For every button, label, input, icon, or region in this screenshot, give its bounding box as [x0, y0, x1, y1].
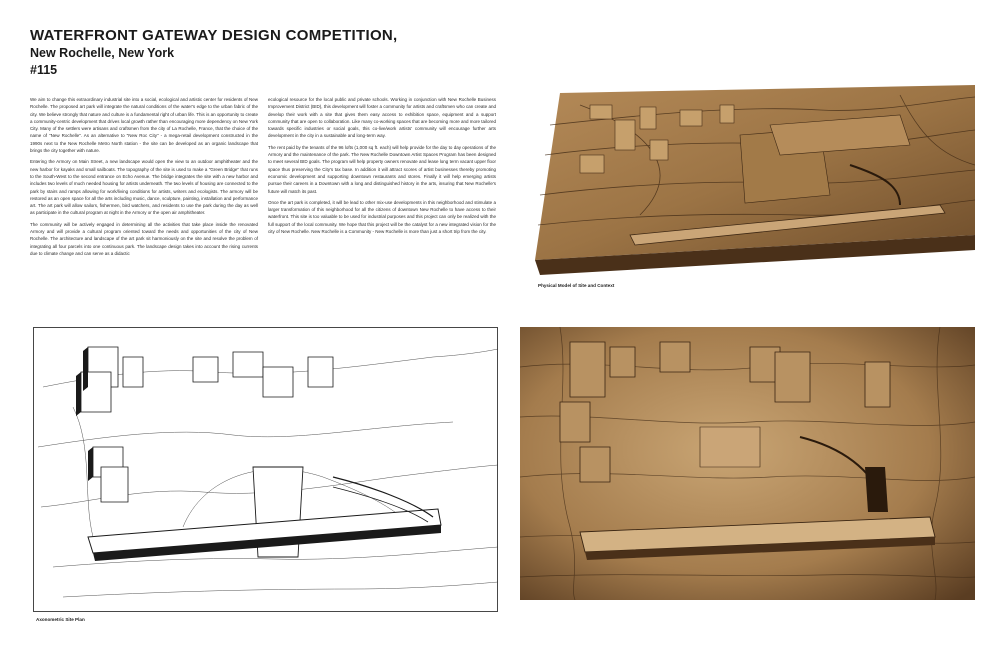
body-paragraph: The rent paid by the tenants of the 96 lofts (1,000 sq ft. each) will help provide for the day to day operations of the Armory and the maintenance of the park. The New Rochelle Downtown Artist Spaces Program has been designed to meet several BID goals. The program will help property owners renovate and lease long term vacant upper floor space thus preserving the City's tax base. In addition it will attract scores of artist businesses thereby promoting economic development and supporting downtown restaurants and stores. Finally it will help emerging artists pursue their careers in a Downtown with a long and distinguished history in the arts, insuring that New Rochelle's future will match its past. [268, 144, 496, 194]
body-paragraph: Once the art park is completed, it will be lead to other mix-use developments in this neighborhood and stimulate a larger transformation of this neighborhood for all the citizens of downtown New Rochelle to have access to their waterfront. This site is too valuable to be used for industrial purposes and this project can only be realized with the full support of the local community. We hope that this project will be the catalyst for a new integrated vision for the city of New Rochelle. New Rochelle is a Community - New Rochelle is more than just a short trip from the city. [268, 199, 496, 235]
body-paragraph: We aim to change this extraordinary industrial site into a social, ecological and artistic center for residents of New Rochelle. The proposed art park will integrate the natural conditions of the water's edge to the urban fabric of the city. We believe strongly that nature and culture is a fundamental right of urban life. This is an opportunity to create a community-centric development that drives local growth rather than encouraging more dependency on New York City. Many of the settlers were artisans and craftsmen from the city of La Rochelle, France, that the choice of the name of "New Rochelle". As an alternative to "New Roc City" - a mega-retail development constructed in the 1990s next to the New Rochelle Metro North station - the site can be developed as an organic landscape that brings the city together with nature. [30, 97, 258, 154]
body-text-right-column [268, 96, 496, 239]
caption-site-plan: Axonometric Site Plan [36, 617, 85, 622]
physical-model-photo [520, 85, 975, 275]
page-title: WATERFRONT GATEWAY DESIGN COMPETITION, [30, 27, 398, 44]
model-top-view-photo [520, 327, 975, 600]
body-paragraph: The community will be actively engaged in determining all the activities that take place inside the renovated Armory and will provide a cultural program oriented toward the needs and opportunities of the city of New Rochelle. The architecture and landscape of the art park sit harmoniously on the site and resolve the problem of integrating all four parcels into one continuous park. The landscape design takes into account the rising currents due to climate change and can serve as a didactic [30, 221, 258, 256]
body-text-left-column [30, 96, 258, 261]
page-subtitle-location: New Rochelle, New York [30, 46, 175, 60]
body-paragraph: Entering the Armory on Main Street, a new landscape would open the view to an outdoor amphitheater and the new harbor for kayaks and small sailboats. The topography of the site is used to make a "Green Bridge" that runs to the South-West to the second entrance on Echo Avenue. The bridge integrates the site with a new harbor and includes two levels of much needed housing for artists underneath. The two levels of housing are connected to the park by stairs and ramps allowing for work/living conditions for artists, writers and ecologists. The armory will be restored as an open space for all the arts including music, dance, sculpture, painting, installation and performance art. The art park will allow sailors, fishermen, bird watchers, and residents to use the park during the day as well as participate in the cultural program at night in the Armory or the open air amphitheater. [30, 159, 258, 216]
body-paragraph: ecological resource for the local public and private schools. Working in conjunction with New Rochelle Business Improvement District (BID), this development will foster a community for artists and craftsmen who can create and develop their work with a site that gives them easy access to exhibition space, equipment and a support community that are open to collaboration. Like many co-working spaces that are becoming more and more tailored towards specific industries or social goals, this co-live/work artists' community will encourage further arts development in the city in a sustainable and long-term way. [268, 97, 496, 139]
entry-number: #115 [30, 63, 58, 77]
axonometric-site-plan [33, 327, 498, 612]
caption-physical-model: Physical Model of Site and Context [538, 283, 615, 288]
title-block [30, 26, 500, 79]
